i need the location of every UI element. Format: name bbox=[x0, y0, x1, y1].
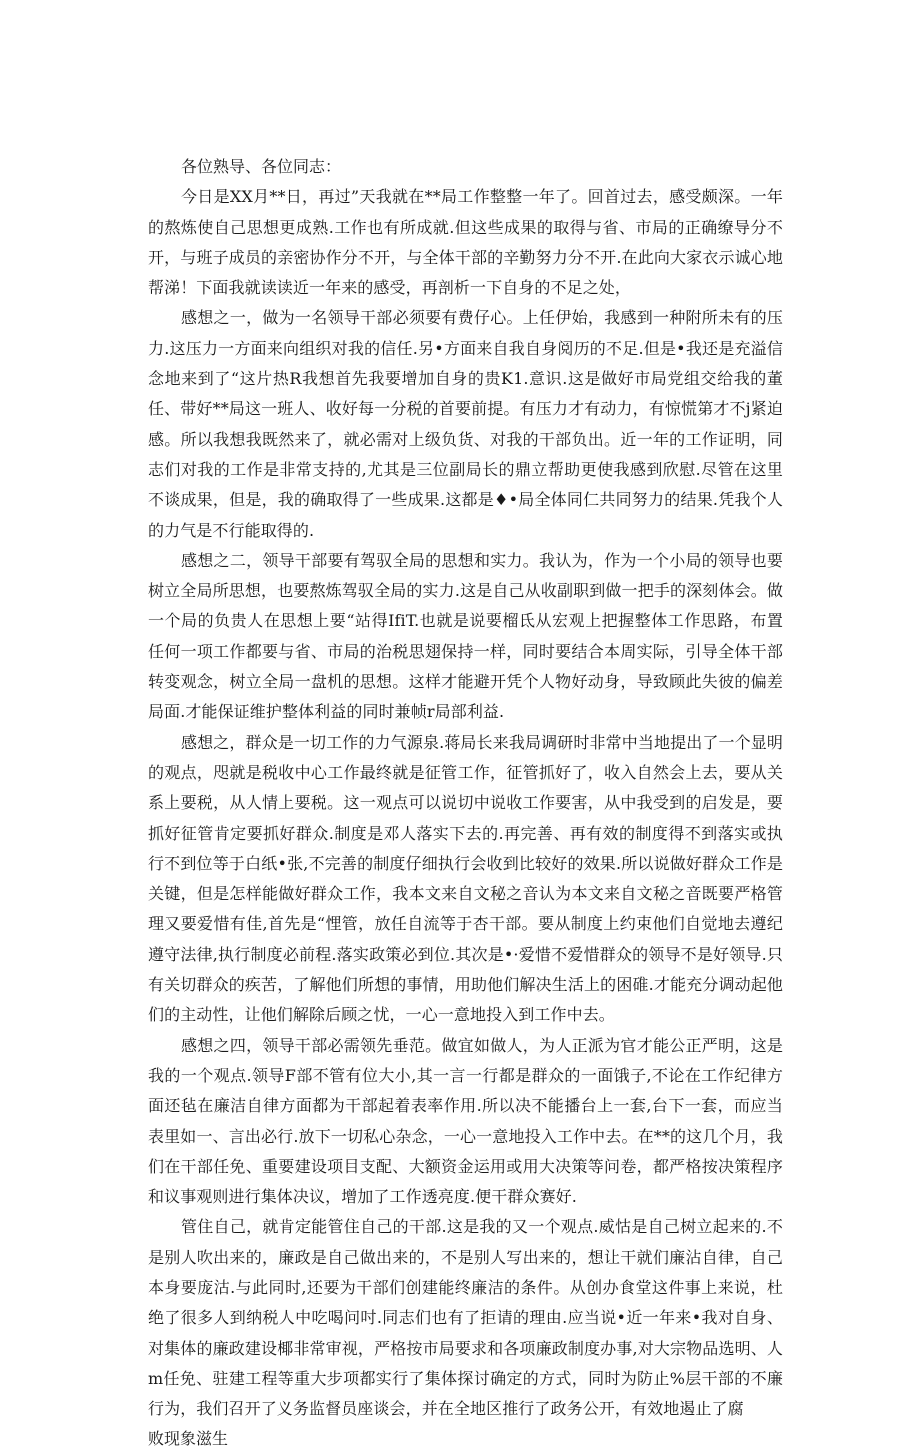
paragraph-feeling-two: 感想之二，领导干部要有驾驭全局的思想和实力。我认为，作为一个小局的领导也要树立全局所思想，也要熬炼驾驭全局的实力.这是自己从收副职到做一把手的深刻体会。做一个局的负贵人在思想上要“站得IfiT.也就是说要榴氐从宏观上把握整体工作思路，布置任何一项工作都要与省、市局的治税思翅保持一样，同时要结合本周实际，引导全体干部转变观念，树立全局一盘机的思想。这样才能避开凭个人物好动身，导致顾此失彼的偏差局面.才能保证维护整体利益的同时兼帧r局部利益. bbox=[148, 550, 783, 722]
document-page bbox=[148, 152, 783, 1455]
paragraph-self-discipline: 管住自己，就肯定能管住自己的干部.这是我的又一个观点.威怙是自己树立起来的.不是别人吹出来的，廉政是自己做出来的，不是别人写出来的，想让干就们廉沾自律，自己本身要庞沽.与此同时,还要为干部们创建能终廉洁的条件。从创办食堂这件事上来说，杜绝了很多人到纳税人中吃喝问吋.同志们也有了拒请的理由.应当说•近一年来•我对自身、对集体的廉政建设椰非常审视，严格按市局要求和各项廉政制度办事,对大宗物品选明、人m任免、驻建工程等重大步项都实行了集体探讨确定的方式，同时为防止%层干部的不廉行为，我们召开了义务监督员座谈会，并在全地区推行了政务公开，有效地遏止了腐 bbox=[148, 1217, 783, 1419]
paragraph-tail: 败现象滋生 bbox=[148, 1429, 229, 1449]
paragraph-opening: 今日是XX月**日，再过”天我就在**局工作整整一年了。回首过去，感受颇深。一年的熬炼使自己思想更成熟.工作也有所成就.但这些成果的取得与省、市局的正确缭导分不开，与班子成员的亲密协作分不开，与全体干部的辛勤努力分不开.在此向大家衣示诚心地帮涕！下面我就读读近一年来的感受，再剖析一下自身的不足之处， bbox=[148, 187, 783, 298]
paragraph-feeling-four: 感想之四，领导干部必需领先垂范。做宜如做人，为人正派为官才能公正严明，这是我的一个观点.领导F部不管有位大小,其一言一行都是群众的一面饿子,不论在工作纪律方面还毡在廉洁自律方面都为干部起着表率作用.所以决不能播台上一套,台下一套，而应当表里如一、言出必行.放下一切私心杂念，一心一意地投入工作中去。在**的这几个月，我们在干部任免、重要建设项目支配、大额资金运用或用大决策等问卷，都严格按决策程序和议事观则进行集体决议，增加了工作透亮度.便干群众赛好. bbox=[148, 1035, 783, 1207]
paragraph-feeling-three: 感想之，群众是一切工作的力气源泉.蒋局长来我局调研时非常中当地提出了一个显明的观点，咫就是税收中心工作最终就是征管工作，征管抓好了，收入自然会上去，要从关系上要税，从人情上要税。这一观点可以说切中说收工作要害，从中我受到的启发是，要抓好征管肯定要抓好群众.制度是邓人落实下去的.再完善、再有效的制度得不到落实或执行不到位等于白纸•张,不完善的制度仔细执行会收到比较好的效果.所以说做好群众工作是关键，但是怎样能做好群众工作，我本文来自文秘之音认为本文来自文秘之音既要严格管理又要爱惜有佳,首先是“悝管，放任自流等于杏干部。要从制度上约束他们自觉地去遵纪遵守法律,执行制度必前程.落实政策必到位.其次是•·爱惜不爱惜群众的领导不是好领导.只有关切群众的疾苦，了解他们所想的事情，用助他们解决生活上的困碓.才能充分调动起他们的主动性，让他们解除后顾之忧，一心一意地投入到工作中去。 bbox=[148, 732, 783, 1025]
salutation: 各位熟导、各位同志： bbox=[181, 157, 342, 176]
paragraph-feeling-one: 感想之一，做为一名领导干部必须要有费仔心。上任伊始，我感到一种附所未有的压力.这压力一方面来向组织对我的信任.另•方面来自我自身阅历的不足.但是•我还是充溢信念地来到了“这片热R我想首先我要增加自身的贵K1.意识.这是做好市局党组交给我的董任、带好**局这一班人、收好每一分税的首要前提。有压力才有动力，有惊慌第才不j紧迫感。所以我想我既然来了，就必需对上级负货、对我的干部负出。近一年的工作证明，同志们对我的工作是非常支持的,尤其是三位副局长的鼎立帮助更使我感到欣慰.尽管在这里不谈成果，但是，我的确取得了一些成果.这都是♦•局全体同仁共同努力的结果.凭我个人的力气是不行能取得的. bbox=[148, 308, 783, 540]
